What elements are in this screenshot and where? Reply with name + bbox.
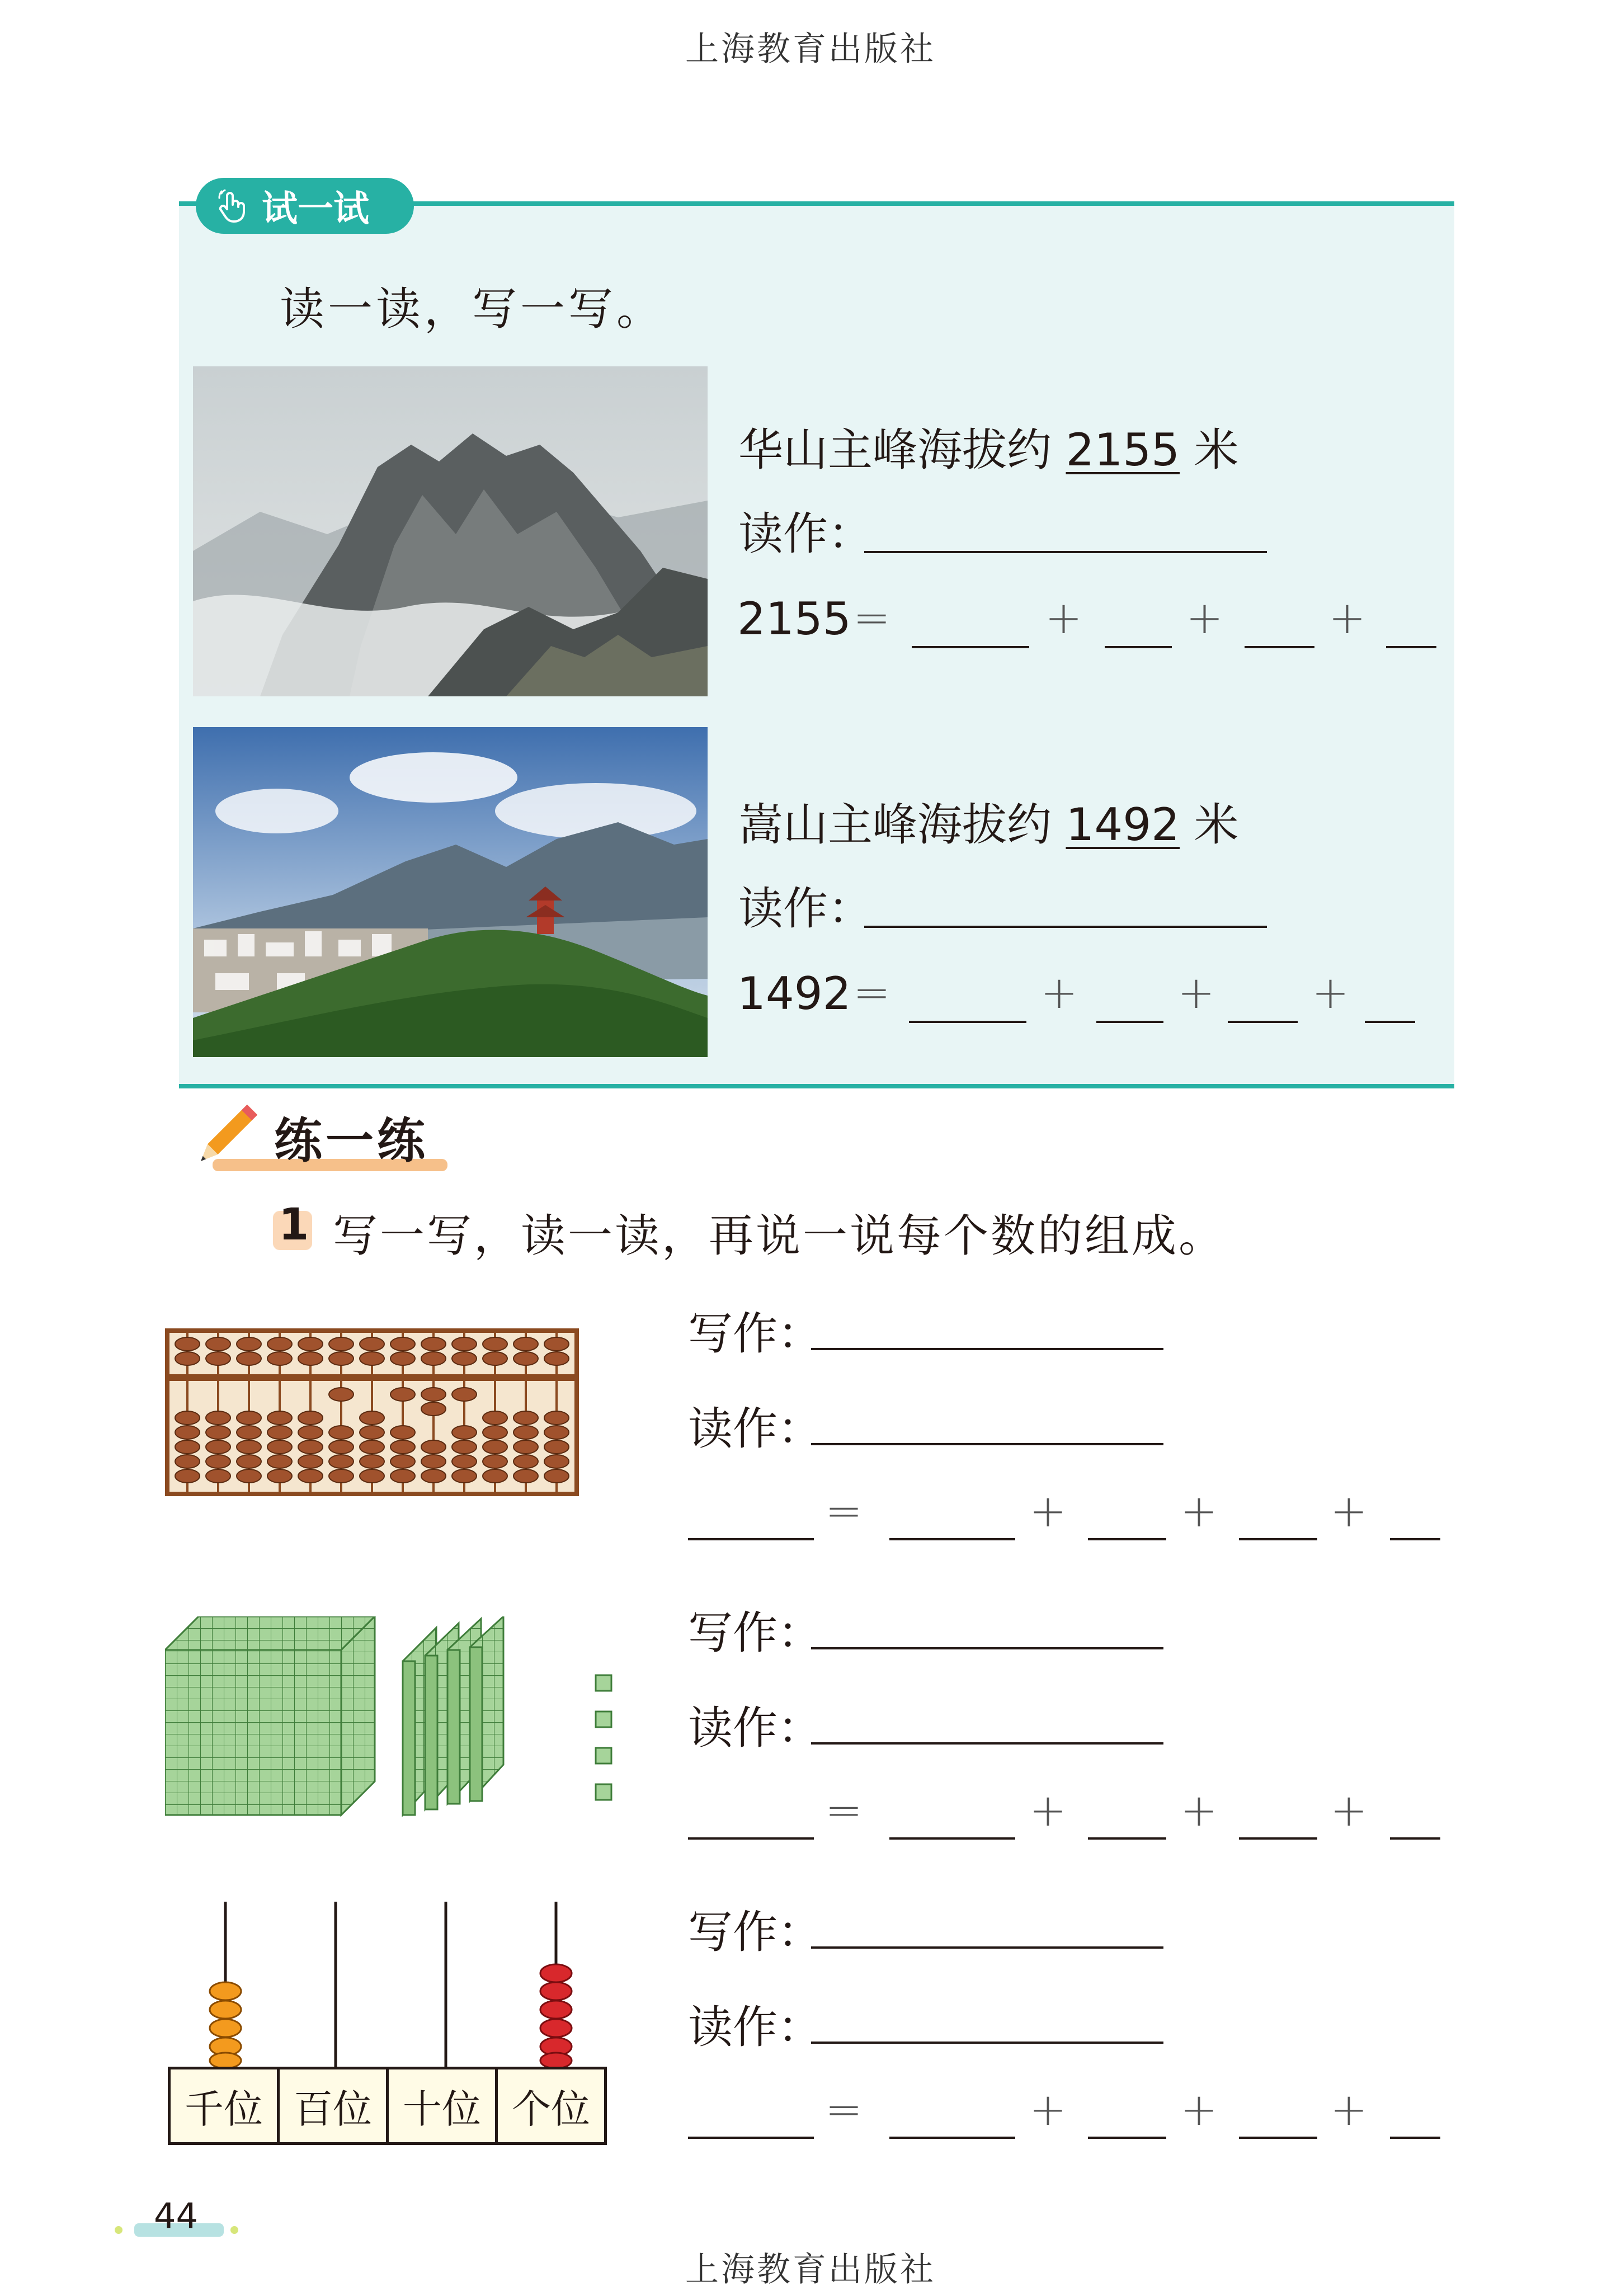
try-tab-label: 试一试 bbox=[262, 188, 369, 230]
abacus-bead bbox=[390, 1388, 415, 1401]
huashan-plus-2: + bbox=[1186, 592, 1224, 644]
songshan-eq-number: 1492 bbox=[737, 968, 851, 1020]
page-dot-right bbox=[230, 2226, 238, 2234]
abacus-bead bbox=[237, 1440, 261, 1454]
huashan-photo bbox=[193, 366, 708, 696]
q-number: 1 bbox=[279, 1200, 309, 1250]
counting-frame-rods bbox=[168, 1902, 615, 2069]
huashan-plus-1: + bbox=[1045, 592, 1083, 644]
abacus-bead bbox=[267, 1440, 292, 1454]
row3-number-blank[interactable] bbox=[688, 2137, 814, 2139]
abacus-bead bbox=[513, 1455, 538, 1468]
row3-plus-1: + bbox=[1029, 2083, 1067, 2135]
abacus-bead bbox=[175, 1411, 200, 1425]
row2-plus-2: + bbox=[1180, 1784, 1218, 1836]
abacus-bead bbox=[483, 1426, 507, 1439]
songshan-text bbox=[738, 789, 1238, 853]
abacus-bead bbox=[175, 1455, 200, 1468]
abacus-bead bbox=[452, 1337, 477, 1351]
abacus-bead bbox=[421, 1469, 446, 1483]
abacus-bead bbox=[298, 1469, 323, 1483]
abacus-bead bbox=[175, 1337, 200, 1351]
abacus-bead bbox=[329, 1440, 354, 1454]
row3-read-label: 读作： bbox=[688, 2001, 822, 2053]
abacus-bead bbox=[267, 1337, 292, 1351]
row3-plus-2: + bbox=[1180, 2083, 1218, 2135]
huashan-number: 2155 bbox=[1066, 424, 1180, 476]
abacus-bead bbox=[452, 1426, 477, 1439]
abacus-bead bbox=[483, 1352, 507, 1365]
abacus-bead bbox=[206, 1455, 230, 1468]
songshan-unit: 米 bbox=[1194, 799, 1239, 851]
practice-title: 练一练 bbox=[274, 1112, 428, 1169]
abacus-bead bbox=[237, 1469, 261, 1483]
huashan-blank-hundreds[interactable] bbox=[1105, 646, 1172, 648]
abacus-bead bbox=[390, 1352, 415, 1365]
abacus-bead bbox=[237, 1411, 261, 1425]
abacus-bead bbox=[206, 1440, 230, 1454]
songshan-plus-3: + bbox=[1312, 967, 1350, 1019]
abacus-bead bbox=[513, 1411, 538, 1425]
abacus-bead bbox=[206, 1337, 230, 1351]
abacus-bead bbox=[329, 1337, 354, 1351]
row2-blank-tens[interactable] bbox=[1239, 1837, 1317, 1840]
abacus-bead bbox=[298, 1440, 323, 1454]
abacus-bead bbox=[298, 1455, 323, 1468]
abacus-bead bbox=[206, 1411, 230, 1425]
counting-frame bbox=[168, 1902, 615, 2132]
row2-blank-ones[interactable] bbox=[1390, 1837, 1440, 1840]
huashan-read-blank[interactable] bbox=[864, 551, 1267, 553]
practice-header bbox=[190, 1096, 447, 1175]
abacus-bead bbox=[513, 1352, 538, 1365]
row1-blank-ones[interactable] bbox=[1390, 1538, 1440, 1540]
row1-write-blank[interactable] bbox=[811, 1348, 1163, 1350]
abacus-bead bbox=[360, 1455, 384, 1468]
row1-blank-hundreds[interactable] bbox=[1088, 1538, 1166, 1540]
row2-eq-sign: = bbox=[825, 1784, 863, 1836]
abacus-bead bbox=[421, 1440, 446, 1454]
hand-pointer-icon bbox=[216, 188, 252, 224]
publisher-footer: 上海教育出版社 bbox=[685, 2250, 936, 2289]
abacus-bead bbox=[513, 1469, 538, 1483]
abacus-bead bbox=[544, 1455, 569, 1468]
songshan-read-blank[interactable] bbox=[864, 926, 1267, 928]
abacus-bead bbox=[237, 1426, 261, 1439]
abacus-bead bbox=[267, 1426, 292, 1439]
abacus-bead bbox=[544, 1469, 569, 1483]
abacus-bead bbox=[452, 1455, 477, 1468]
abacus-bead bbox=[452, 1352, 477, 1365]
abacus-bead bbox=[483, 1455, 507, 1468]
abacus-bead bbox=[175, 1440, 200, 1454]
place-hundreds: 百位 bbox=[280, 2069, 389, 2142]
row1-eq-sign: = bbox=[825, 1485, 863, 1537]
abacus-image bbox=[165, 1328, 579, 1496]
abacus-bead bbox=[390, 1337, 415, 1351]
abacus-bead bbox=[544, 1337, 569, 1351]
abacus-bead bbox=[421, 1388, 446, 1401]
abacus-bead bbox=[390, 1426, 415, 1439]
huashan-eq-number: 2155 bbox=[737, 593, 851, 645]
abacus-bead bbox=[267, 1469, 292, 1483]
abacus-bead bbox=[206, 1352, 230, 1365]
page-number: 44 bbox=[154, 2195, 198, 2236]
abacus-bead bbox=[360, 1469, 384, 1483]
row1-read-label: 读作： bbox=[688, 1403, 822, 1455]
songshan-photo bbox=[193, 727, 708, 1057]
row2-read-blank[interactable] bbox=[811, 1742, 1163, 1745]
huashan-blank-ones[interactable] bbox=[1386, 646, 1436, 648]
row3-blank-tens[interactable] bbox=[1239, 2137, 1317, 2139]
row2-write-blank[interactable] bbox=[811, 1647, 1163, 1649]
row2-plus-1: + bbox=[1029, 1784, 1067, 1836]
abacus-bead bbox=[421, 1337, 446, 1351]
abacus-bead bbox=[544, 1352, 569, 1365]
abacus-bead bbox=[237, 1455, 261, 1468]
abacus-bead bbox=[483, 1469, 507, 1483]
abacus-bead bbox=[329, 1352, 354, 1365]
abacus-bead bbox=[360, 1352, 384, 1365]
row3-plus-3: + bbox=[1330, 2083, 1368, 2135]
abacus-bead bbox=[390, 1455, 415, 1468]
huashan-read-label: 读作： bbox=[738, 508, 873, 560]
row3-write-blank[interactable] bbox=[811, 1946, 1163, 1949]
row3-blank-ones[interactable] bbox=[1390, 2137, 1440, 2139]
hundred-flat-4 bbox=[470, 1616, 503, 1801]
row1-plus-2: + bbox=[1180, 1485, 1218, 1537]
abacus-bead bbox=[206, 1469, 230, 1483]
abacus-bead bbox=[421, 1455, 446, 1468]
abacus-bead bbox=[175, 1352, 200, 1365]
row1-number-blank[interactable] bbox=[688, 1538, 814, 1540]
abacus-bead bbox=[452, 1469, 477, 1483]
row3-read-blank[interactable] bbox=[811, 2042, 1163, 2044]
abacus-bead bbox=[421, 1352, 446, 1365]
try-instruction: 读一读，写一写。 bbox=[280, 283, 665, 335]
songshan-prefix: 嵩山主峰海拔约 bbox=[738, 799, 1052, 851]
row2-blank-thousands[interactable] bbox=[889, 1837, 1015, 1840]
songshan-blank-hundreds[interactable] bbox=[1096, 1021, 1163, 1023]
songshan-number: 1492 bbox=[1066, 799, 1180, 851]
row3-blank-hundreds[interactable] bbox=[1088, 2137, 1166, 2139]
place-tens: 十位 bbox=[389, 2069, 498, 2142]
place-value-table bbox=[168, 2067, 607, 2145]
row1-write-label: 写作： bbox=[688, 1308, 822, 1360]
abacus-bead bbox=[237, 1337, 261, 1351]
huashan-plus-3: + bbox=[1328, 592, 1366, 644]
abacus-bead bbox=[175, 1469, 200, 1483]
abacus-bead bbox=[298, 1411, 323, 1425]
row2-read-label: 读作： bbox=[688, 1702, 822, 1754]
row1-blank-tens[interactable] bbox=[1239, 1538, 1317, 1540]
abacus-bead bbox=[544, 1440, 569, 1454]
abacus-bead bbox=[513, 1440, 538, 1454]
abacus-bead bbox=[360, 1337, 384, 1351]
row2-number-blank[interactable] bbox=[688, 1837, 814, 1840]
abacus-bead bbox=[483, 1440, 507, 1454]
abacus-bead bbox=[206, 1426, 230, 1439]
publisher-header: 上海教育出版社 bbox=[685, 30, 936, 69]
thousands-beads bbox=[210, 1982, 241, 2068]
row1-plus-1: + bbox=[1029, 1485, 1067, 1537]
base-ten-blocks-image bbox=[165, 1616, 629, 1818]
songshan-read-label: 读作： bbox=[738, 883, 873, 935]
huashan-prefix: 华山主峰海拔约 bbox=[738, 424, 1052, 476]
huashan-text bbox=[738, 414, 1238, 478]
ones-beads bbox=[540, 1964, 572, 2068]
abacus-bead bbox=[298, 1426, 323, 1439]
row3-write-label: 写作： bbox=[688, 1906, 822, 1958]
row2-write-label: 写作： bbox=[688, 1607, 822, 1659]
page-dot-left bbox=[115, 2226, 122, 2234]
abacus-bead bbox=[298, 1337, 323, 1351]
abacus-bead bbox=[360, 1426, 384, 1439]
huashan-blank-tens[interactable] bbox=[1245, 646, 1314, 648]
songshan-blank-thousands[interactable] bbox=[909, 1021, 1026, 1023]
abacus-bead bbox=[483, 1411, 507, 1425]
abacus-bead bbox=[329, 1388, 354, 1401]
row1-blank-thousands[interactable] bbox=[889, 1538, 1015, 1540]
abacus-bead bbox=[421, 1402, 446, 1416]
abacus-bead bbox=[513, 1426, 538, 1439]
abacus-bead bbox=[329, 1455, 354, 1468]
huashan-eq-sign: = bbox=[853, 592, 891, 644]
huashan-blank-thousands[interactable] bbox=[912, 646, 1029, 648]
abacus-bead bbox=[329, 1469, 354, 1483]
songshan-blank-tens[interactable] bbox=[1228, 1021, 1298, 1023]
songshan-eq-sign: = bbox=[853, 967, 891, 1019]
place-ones: 个位 bbox=[512, 2086, 590, 2132]
huashan-unit: 米 bbox=[1194, 424, 1239, 476]
try-section-tab bbox=[196, 178, 414, 234]
abacus-bead bbox=[267, 1455, 292, 1468]
place-thousands: 千位 bbox=[171, 2069, 280, 2142]
abacus-bead bbox=[360, 1440, 384, 1454]
songshan-blank-ones[interactable] bbox=[1365, 1021, 1415, 1023]
abacus-bead bbox=[483, 1337, 507, 1351]
abacus-bead bbox=[452, 1440, 477, 1454]
row2-plus-3: + bbox=[1330, 1784, 1368, 1836]
pencil-icon bbox=[190, 1096, 263, 1175]
row1-plus-3: + bbox=[1330, 1485, 1368, 1537]
songshan-plus-2: + bbox=[1177, 967, 1215, 1019]
abacus-bead bbox=[267, 1411, 292, 1425]
abacus-bead bbox=[298, 1352, 323, 1365]
songshan-plus-1: + bbox=[1040, 967, 1078, 1019]
row3-eq-sign: = bbox=[825, 2083, 863, 2135]
row2-blank-hundreds[interactable] bbox=[1088, 1837, 1166, 1840]
abacus-bead bbox=[360, 1411, 384, 1425]
abacus-bead bbox=[513, 1337, 538, 1351]
abacus-bead bbox=[175, 1426, 200, 1439]
abacus-bead bbox=[544, 1411, 569, 1425]
q-text: 写一写，读一读，再说一说每个数的组成。 bbox=[333, 1210, 1226, 1262]
abacus-bead bbox=[329, 1426, 354, 1439]
abacus-bead bbox=[267, 1352, 292, 1365]
row1-read-blank[interactable] bbox=[811, 1443, 1163, 1445]
row3-blank-thousands[interactable] bbox=[889, 2137, 1015, 2139]
abacus-bead bbox=[237, 1352, 261, 1365]
abacus-bead bbox=[452, 1388, 477, 1401]
abacus-bead bbox=[390, 1469, 415, 1483]
abacus-bead bbox=[544, 1426, 569, 1439]
abacus-bead bbox=[390, 1440, 415, 1454]
